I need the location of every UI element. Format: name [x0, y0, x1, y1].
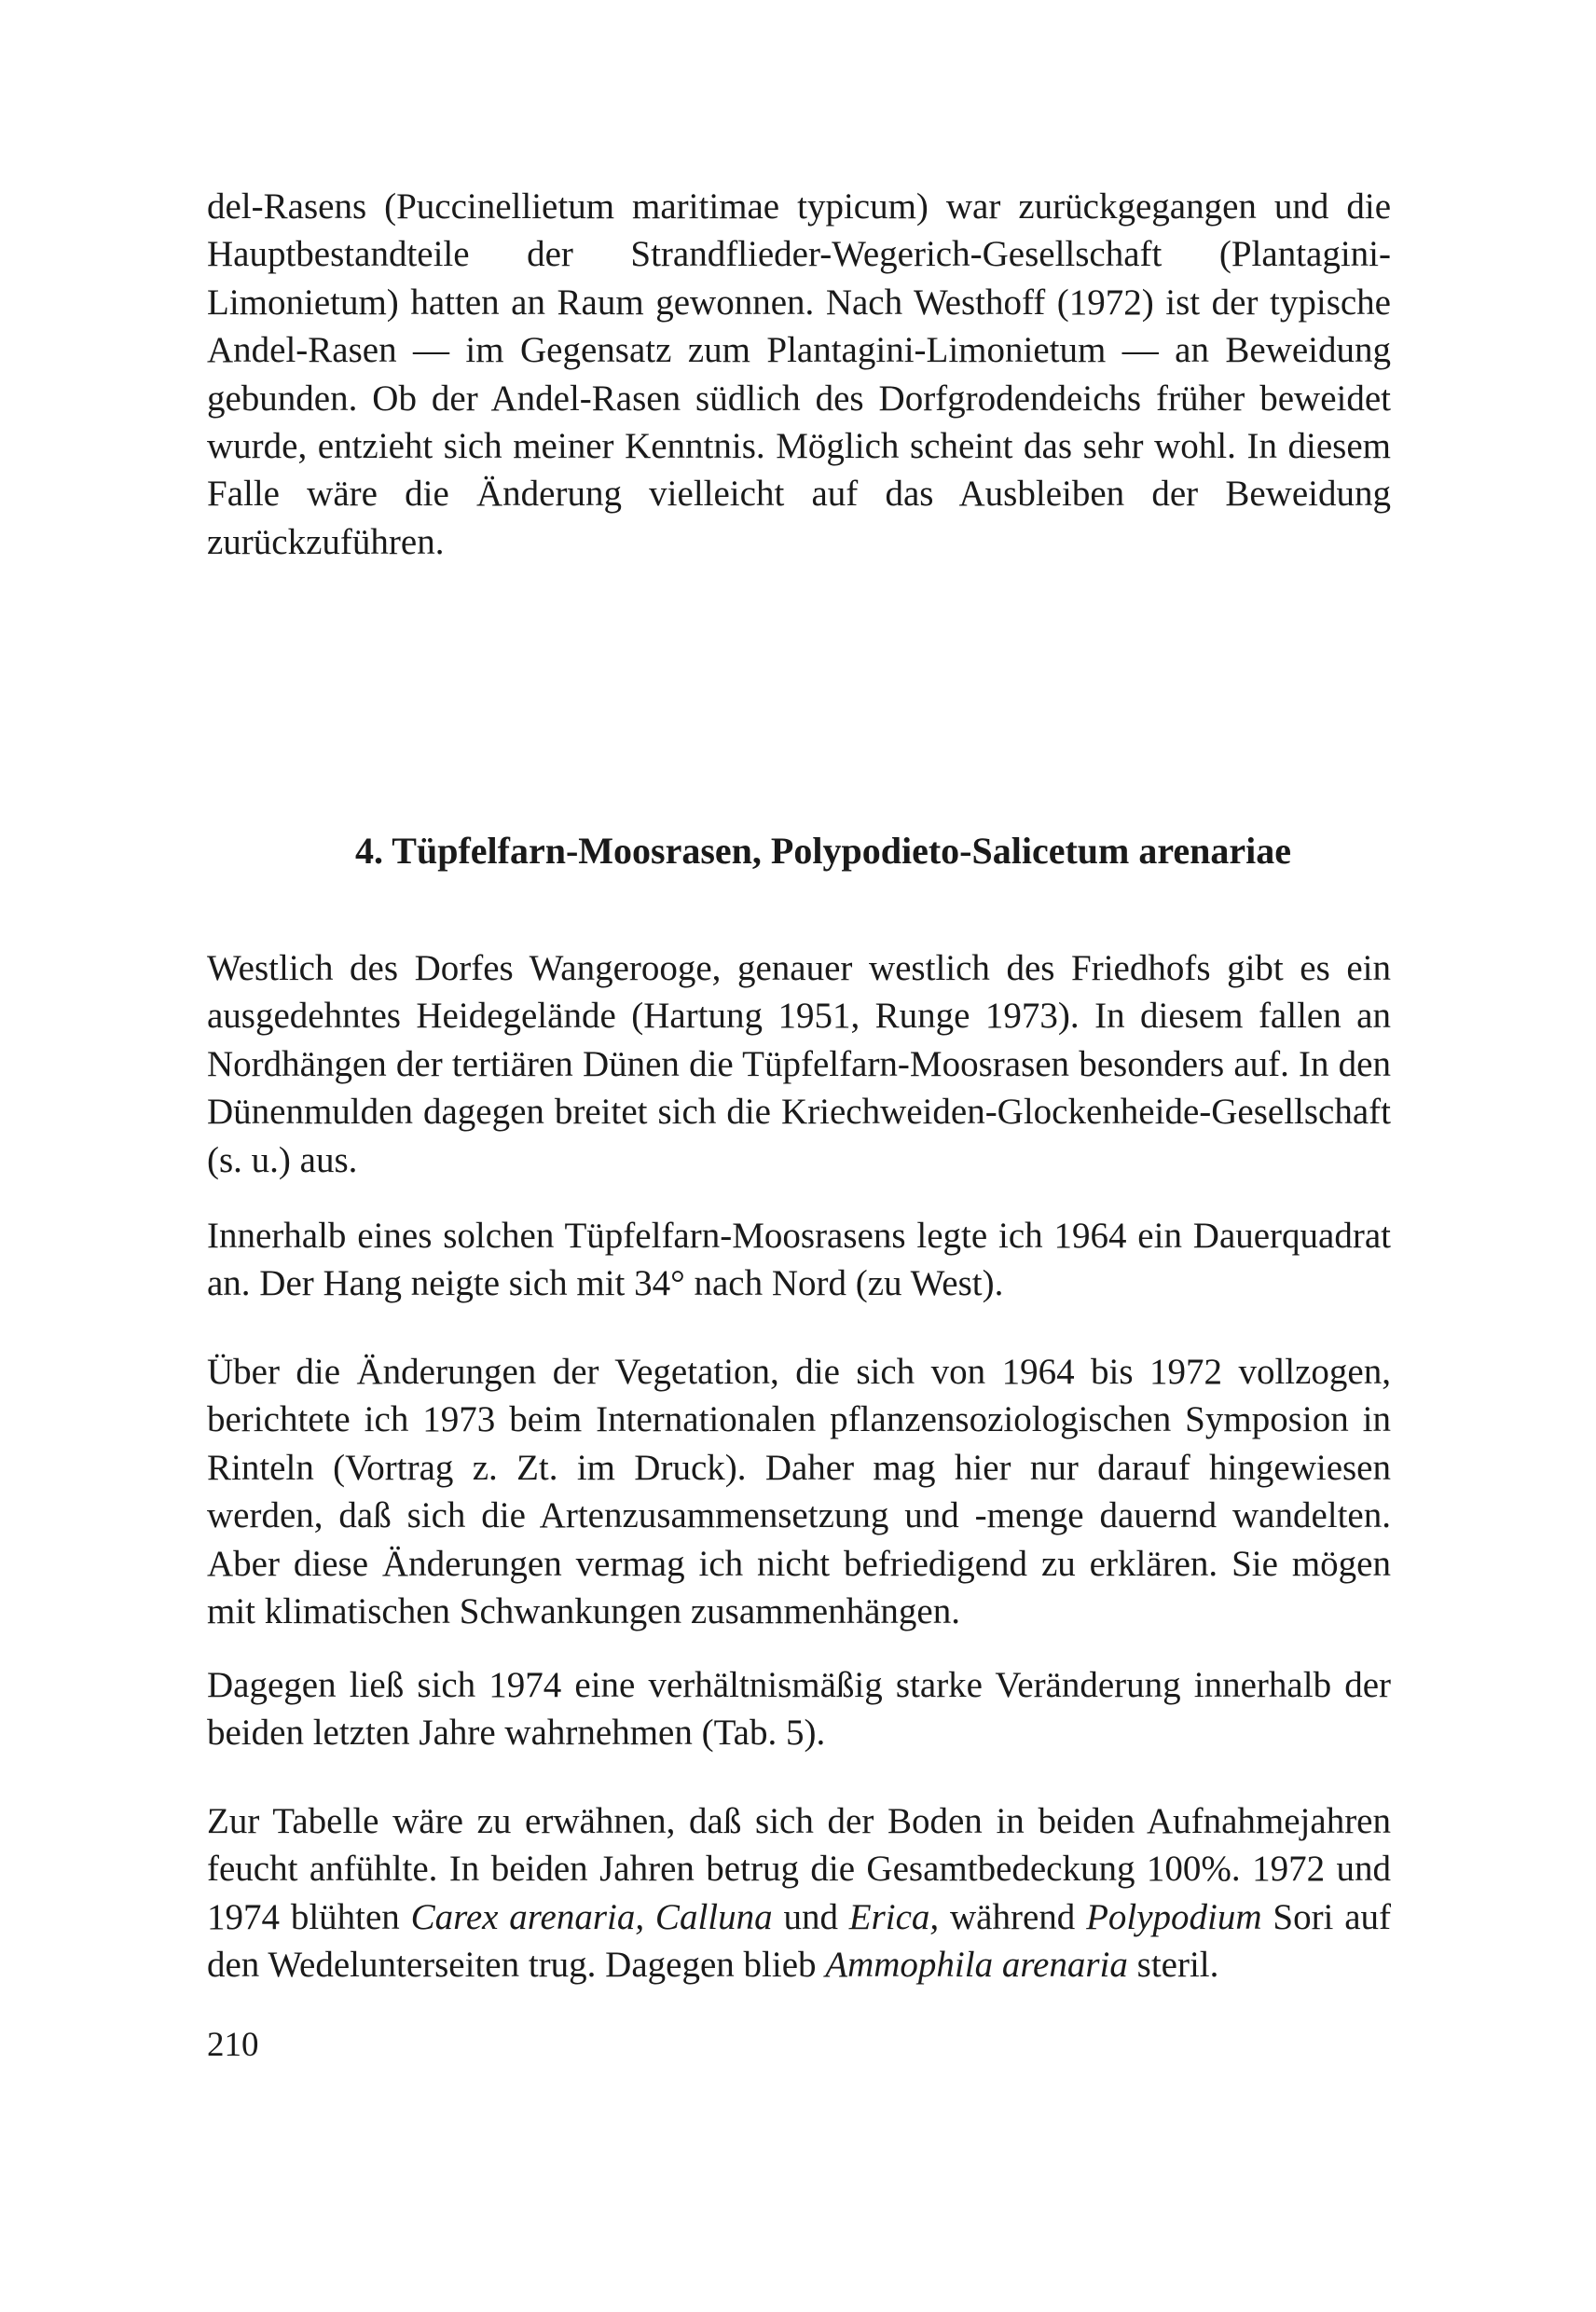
paragraph-tabelle — [207, 1797, 1391, 1989]
species-name: Polypodium — [1086, 1896, 1262, 1937]
text-run: während — [939, 1896, 1087, 1937]
text-run: Sori auf den Wedelunterseiten trug. Dagegen blieb — [207, 1896, 1392, 1986]
section-heading: 4. Tüpfelfarn-Moosrasen, Polypodieto-Salicetum arenariae — [355, 830, 1291, 872]
text-run: und — [772, 1896, 849, 1937]
species-name: Ammophila arenaria — [825, 1945, 1128, 1986]
paragraph-dauerquadrat: Innerhalb eines solchen Tüpfelfarn-Moosrasens legte ich 1964 ein Dauerquadrat an. Der Hang neigte sich mit 34° nach Nord (zu West). — [207, 1216, 1391, 1304]
text-run: steril. — [1127, 1945, 1219, 1986]
paragraph-veraenderung-1974: Dagegen ließ sich 1974 eine verhältnismäßig starke Veränderung innerhalb der beiden letzten Jahre wahrnehmen (Tab. 5). — [207, 1665, 1391, 1754]
species-name: Erica, — [848, 1896, 940, 1937]
page-number: 210 — [207, 2026, 259, 2064]
paragraph-heidegelaende: Westlich des Dorfes Wangerooge, genauer westlich des Friedhofs gibt es ein ausgedehntes Heidegelände (Hartung 1951, Runge 1973). In diesem fallen an Nordhängen der tertiären Dünen die Tüpfelfarn-Moosrasen besonders auf. In den Dünenmulden dagegen breitet sich die Kriechweiden-Glockenheide-Gesellschaft (s. u.) aus. — [207, 948, 1391, 1180]
paragraph-andel-rasen: del-Rasens (Puccinellietum maritimae typicum) war zurückgegangen und die Hauptbestandteile der Strandflieder-Wegerich-Gesellschaft (Plantagini-Limonietum) hatten an Raum gewonnen. Nach Westhoff (1972) ist der typische Andel-Rasen — im Gegensatz zum Plantagini-Limonietum — an Beweidung gebunden. Ob der Andel-Rasen südlich des Dorfgrodendeichs früher beweidet wurde, entzieht sich meiner Kenntnis. Möglich scheint das sehr wohl. In diesem Falle wäre die Änderung vielleicht auf das Ausbleiben der Beweidung zurückzuführen. — [207, 186, 1391, 562]
text-run: Zur Tabelle wäre zu erwähnen, daß sich der Boden in beiden Aufnahmejahren feucht anfühlte. In beiden Jahren betrug die Gesamtbedeckung 100%. 1972 und 1974 blühten — [207, 1801, 1391, 1937]
paragraph-aenderungen: Über die Änderungen der Vegetation, die sich von 1964 bis 1972 vollzogen, berichtete ich 1973 beim Internationalen pflanzensoziologischen Symposion in Rinteln (Vortrag z. Zt. im Druck). Daher mag hier nur darauf hingewiesen werden, daß sich die Artenzusammensetzung und -menge dauernd wandelten. Aber diese Änderungen vermag ich nicht befriedigend zu erklären. Sie mögen mit klimatischen Schwankungen zusammenhängen. — [207, 1352, 1391, 1632]
species-name: Carex arenaria, Calluna — [410, 1896, 773, 1937]
